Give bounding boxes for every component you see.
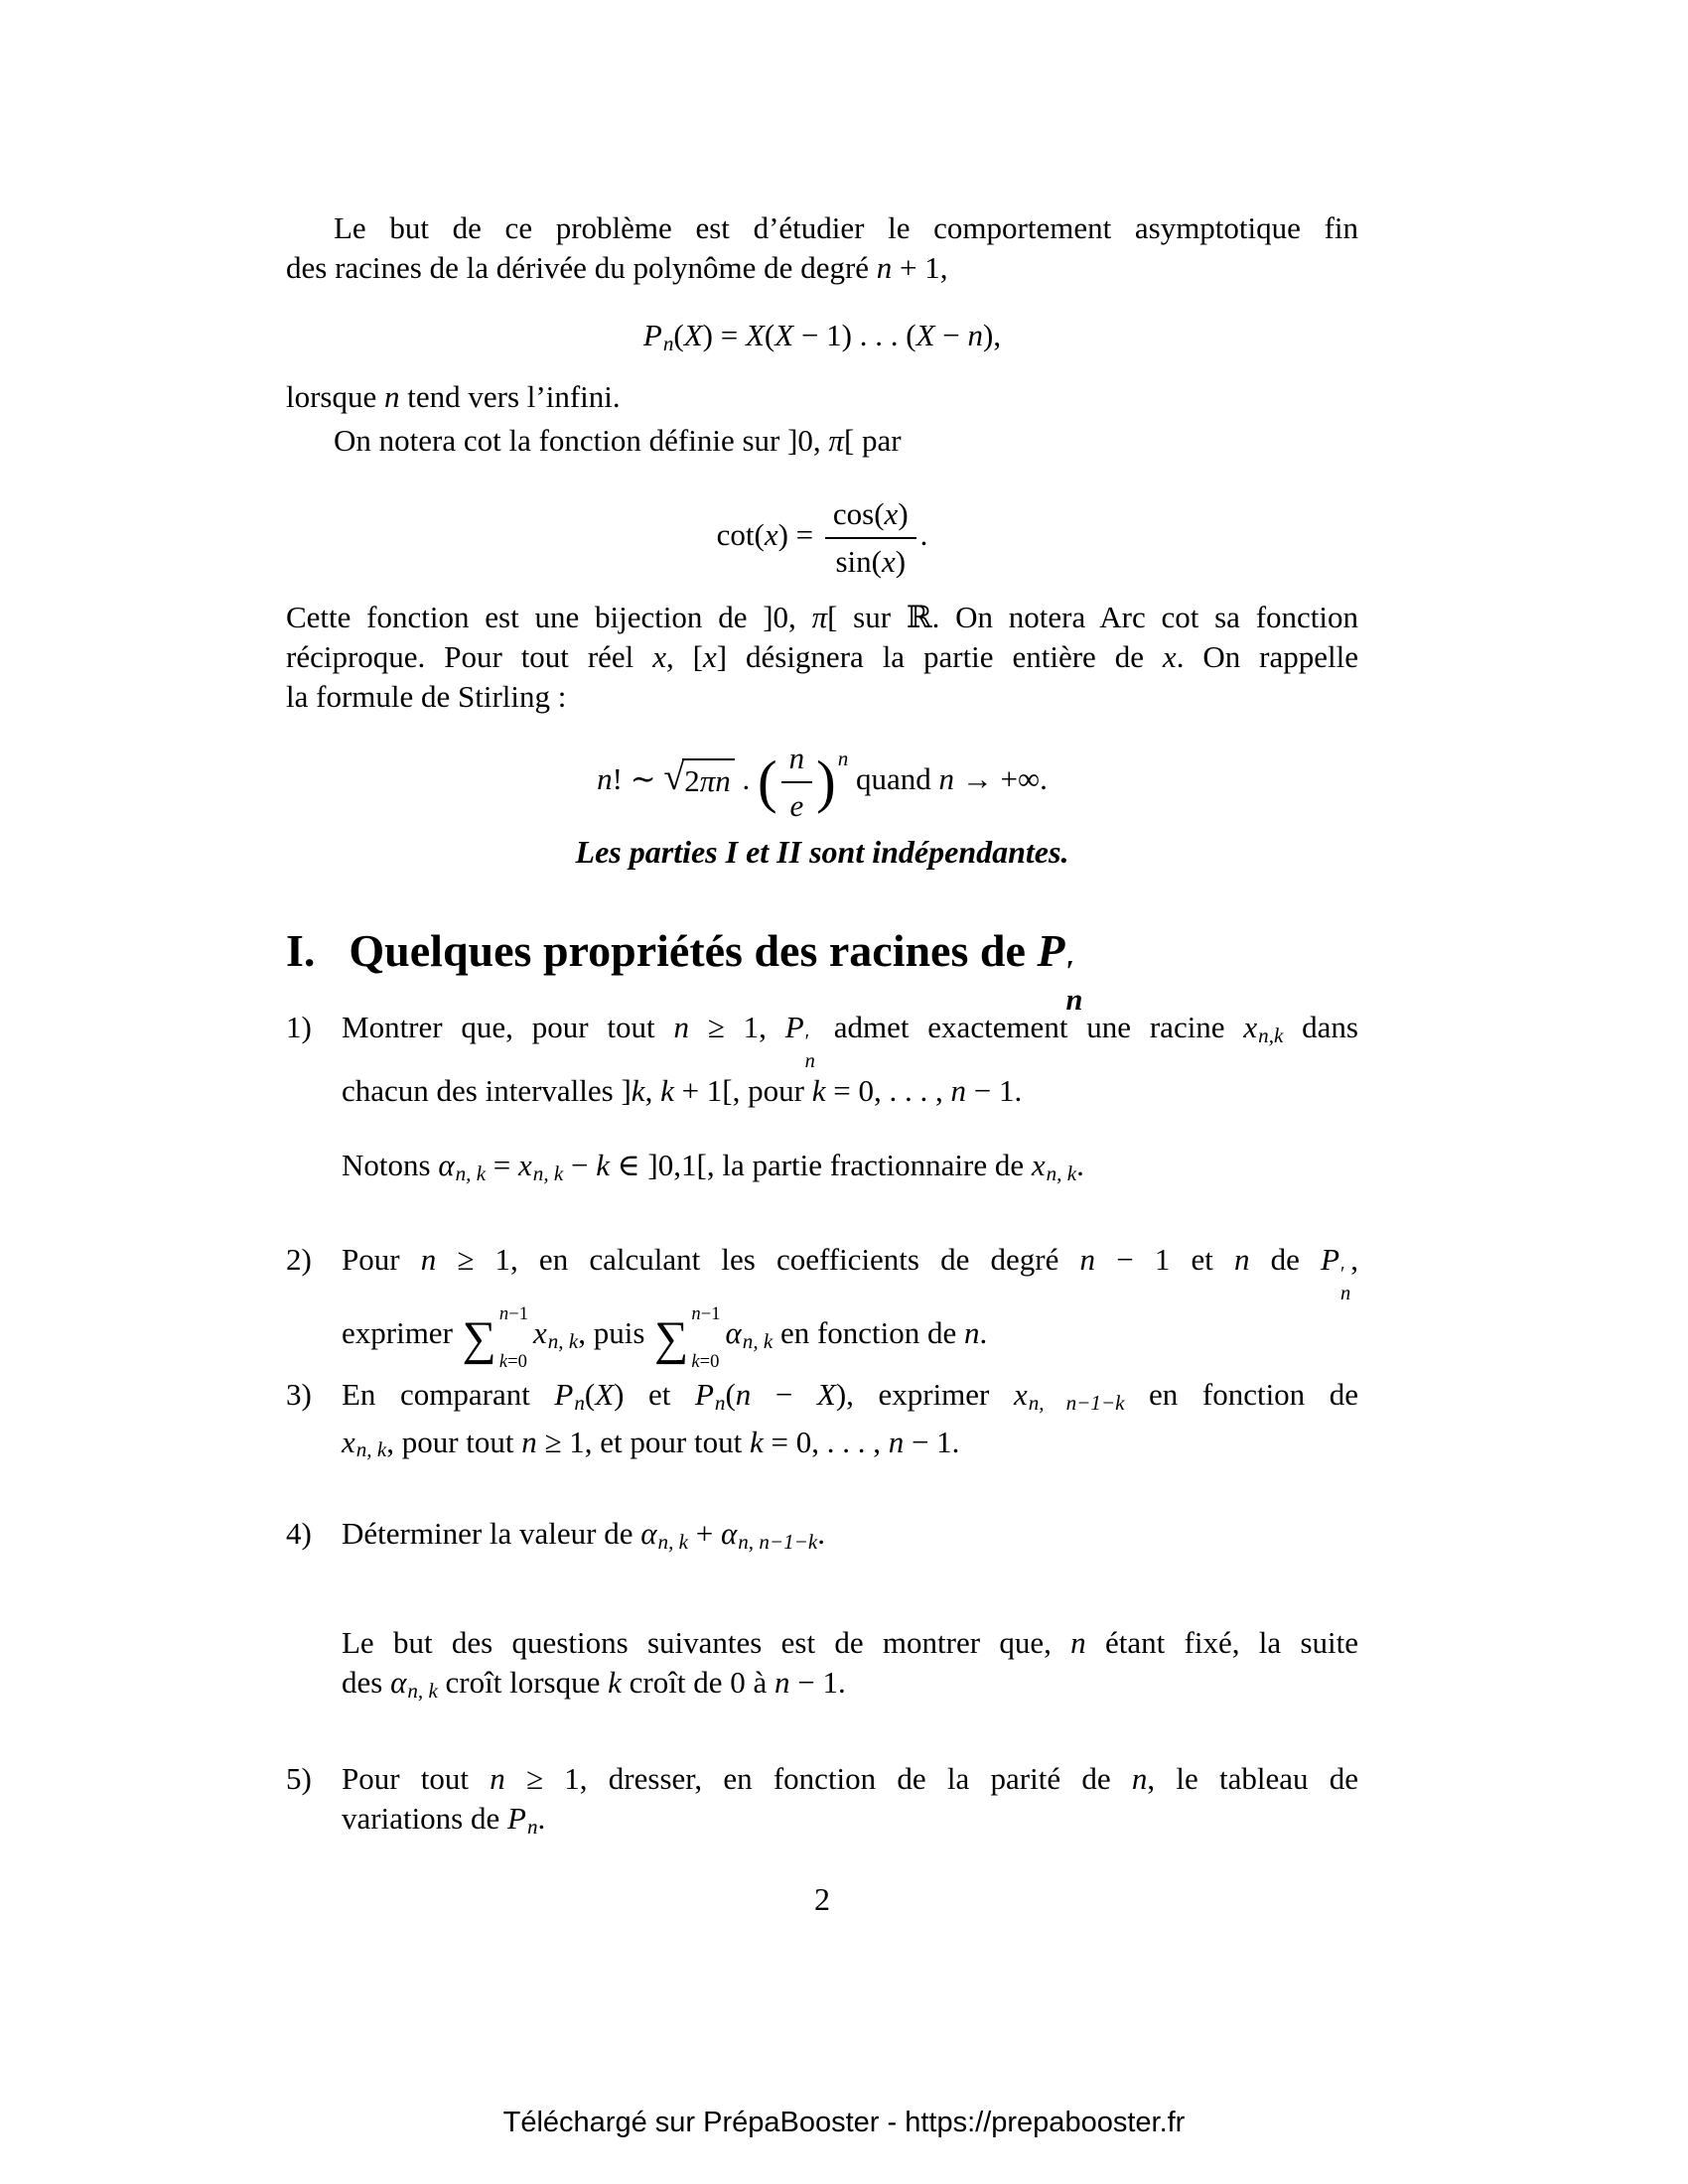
tok-tkn: ( bbox=[673, 318, 684, 352]
tok-tkn: =0 bbox=[507, 1351, 527, 1373]
tok-tkn: ∈ ]0,1[, la partie fractionnaire de bbox=[609, 1148, 1032, 1182]
tok-tki: x bbox=[884, 496, 899, 531]
tok-tsub: n bbox=[662, 331, 674, 355]
tok-tki: x bbox=[518, 1148, 532, 1182]
tok-tkn: ] désignera la partie entière de bbox=[716, 639, 1163, 674]
tok-tki: n bbox=[715, 763, 731, 799]
tok-tki: x bbox=[1162, 639, 1177, 674]
tok-stks: ′ bbox=[1065, 954, 1075, 989]
text-line bbox=[342, 1071, 1358, 1111]
tok-tsub: n, k bbox=[407, 1678, 438, 1703]
tok-tki: α bbox=[438, 1148, 455, 1182]
tok-tki: k bbox=[596, 1148, 610, 1182]
tok-tki: π bbox=[811, 600, 828, 634]
intro-paragraph-1 bbox=[286, 208, 1358, 288]
tok-tki: n bbox=[788, 741, 805, 776]
tok-tkn: quand bbox=[848, 761, 939, 797]
tok-stks: ′ bbox=[1340, 1263, 1345, 1286]
tok-tkn: −1 bbox=[700, 1303, 721, 1325]
tok-tkn: croît de 0 à bbox=[621, 1665, 774, 1700]
tok-stkb: n bbox=[1340, 1282, 1351, 1304]
tok-tkn: , bbox=[1350, 1242, 1358, 1277]
tok-tki: x bbox=[702, 639, 717, 674]
tok-tsub: n,k bbox=[1258, 1023, 1284, 1047]
tok-tki: P bbox=[642, 318, 662, 352]
tok-tkn: , pour tout bbox=[386, 1424, 522, 1459]
tok-tki: n bbox=[498, 1303, 509, 1325]
tok-tki: X bbox=[595, 1377, 615, 1412]
tok-tki: n bbox=[967, 318, 983, 352]
intro-paragraph-4 bbox=[286, 598, 1358, 717]
tok-tkn: Pour bbox=[342, 1242, 421, 1277]
tok-tkn: , bbox=[644, 1073, 661, 1109]
tok-tkn: Notons bbox=[342, 1148, 439, 1182]
tok-tki: k bbox=[608, 1665, 622, 1700]
text-line bbox=[342, 1799, 1358, 1846]
tok-tki: X bbox=[745, 318, 765, 352]
formula-stirling bbox=[286, 739, 1358, 826]
tok-lm bbox=[691, 1303, 720, 1374]
tok-stk bbox=[1065, 954, 1083, 1017]
text-line bbox=[286, 637, 1358, 677]
tok-sg: ∑ bbox=[654, 1311, 689, 1365]
tok-tki: α bbox=[640, 1516, 657, 1551]
tok-frac bbox=[825, 494, 916, 581]
parts-independence-note bbox=[286, 832, 1358, 872]
intro-paragraph-3 bbox=[286, 421, 1358, 461]
tok-tkn: variations de bbox=[342, 1801, 508, 1836]
tok-tkn: ≥ 1, bbox=[688, 1010, 785, 1044]
text-line bbox=[342, 1423, 1358, 1470]
tok-lm bbox=[499, 1303, 528, 1374]
tok-tkn: − 1. bbox=[789, 1665, 846, 1700]
tok-tsub: n, k bbox=[657, 1529, 688, 1554]
tok-tkn: + bbox=[687, 1516, 721, 1551]
tok-tkn: réciproque. Pour tout réel bbox=[286, 639, 653, 674]
tok-tsub: n, k bbox=[455, 1160, 487, 1185]
tok-tkn: = 0, . . . , bbox=[825, 1073, 951, 1109]
text-line bbox=[342, 1759, 1358, 1799]
tok-tkn: − bbox=[751, 1377, 817, 1412]
tok-tkn: ( bbox=[764, 318, 775, 352]
tok-tkn: , puis bbox=[578, 1315, 653, 1351]
tok-tki: X bbox=[915, 318, 935, 352]
tok-tki: X bbox=[816, 1377, 836, 1412]
tok-tkn: ) bbox=[895, 543, 907, 579]
tok-tkn: ( bbox=[725, 1377, 736, 1412]
tok-tki: e bbox=[789, 788, 804, 824]
text-line bbox=[342, 1303, 1358, 1374]
text-line bbox=[342, 1514, 1358, 1562]
tok-tki: x bbox=[652, 639, 666, 674]
tok-sqrt bbox=[663, 758, 734, 801]
tok-den bbox=[825, 539, 916, 582]
tok-tsub: n, k bbox=[532, 1160, 564, 1185]
section-number: I. bbox=[286, 925, 316, 976]
text-line bbox=[286, 208, 1358, 248]
tok-frac bbox=[781, 739, 813, 825]
tok-stkb: n bbox=[1065, 983, 1083, 1017]
tok-tki: n bbox=[938, 761, 955, 797]
tok-tki: P bbox=[554, 1377, 574, 1412]
tok-tkn: . bbox=[537, 1801, 546, 1836]
tok-lb bbox=[691, 1353, 720, 1372]
tok-tkn: de bbox=[1249, 1242, 1322, 1277]
question-2 bbox=[286, 1240, 1358, 1374]
tok-tki: n bbox=[950, 1073, 966, 1109]
tok-tki: X bbox=[683, 318, 703, 352]
tok-rad: √ bbox=[663, 756, 685, 799]
tok-tki: n bbox=[384, 379, 400, 414]
tok-tki: n bbox=[521, 1424, 537, 1459]
tok-tki: x bbox=[342, 1424, 355, 1459]
tok-lb bbox=[499, 1353, 528, 1372]
page-number: 2 bbox=[814, 1881, 830, 1917]
tok-tkn: + 1[, pour bbox=[673, 1073, 812, 1109]
tok-tkn: Le but de ce problème est d’étudier le comportement asymptotique fin bbox=[334, 210, 1358, 245]
tok-tkn: admet exactement une racine bbox=[814, 1010, 1244, 1044]
tok-lt bbox=[499, 1305, 528, 1324]
tok-tkn: [ par bbox=[843, 423, 902, 458]
tok-tki: k bbox=[498, 1351, 508, 1373]
tok-tkn: − 1. bbox=[904, 1424, 960, 1459]
section-title bbox=[349, 925, 1083, 1017]
tok-tki: x bbox=[1013, 1377, 1028, 1412]
text-line bbox=[286, 377, 1358, 417]
tok-tkn: = 0, . . . , bbox=[763, 1424, 889, 1459]
tok-tki: n bbox=[1070, 1625, 1086, 1660]
tok-lt bbox=[691, 1305, 720, 1324]
tok-tkn: 2 bbox=[684, 763, 700, 799]
tok-tki: P bbox=[1321, 1242, 1340, 1277]
tok-stk bbox=[1340, 1265, 1350, 1303]
tok-tkn: . bbox=[734, 761, 758, 797]
tok-tki: P bbox=[507, 1801, 526, 1836]
tok-sum bbox=[463, 1303, 528, 1374]
tok-sum bbox=[654, 1303, 720, 1374]
tok-tkn: ≥ 1, en calculant les coefficients de degré bbox=[436, 1242, 1080, 1277]
tok-sg: ∑ bbox=[462, 1311, 496, 1365]
tok-tkn: , [ bbox=[665, 639, 703, 674]
tok-tki: k bbox=[749, 1424, 764, 1459]
tok-tki: n bbox=[774, 1665, 790, 1700]
tok-tkn: . bbox=[817, 1516, 825, 1551]
tok-tkn: ( bbox=[584, 1377, 596, 1412]
tok-tkn: des bbox=[342, 1665, 391, 1700]
tok-tkn: croît lorsque bbox=[437, 1665, 609, 1700]
tok-tki: n bbox=[597, 761, 613, 797]
tok-tkn: en fonction de bbox=[1124, 1377, 1359, 1412]
tok-tki: P bbox=[1037, 925, 1065, 976]
question-5 bbox=[286, 1759, 1358, 1846]
tok-tkn: lorsque bbox=[286, 379, 385, 414]
tok-tkn: . On rappelle bbox=[1176, 639, 1358, 674]
tok-tki: n bbox=[691, 1303, 701, 1325]
formula-cotangent bbox=[286, 494, 1358, 581]
text-line bbox=[286, 248, 1358, 288]
tok-stks: ′ bbox=[804, 1030, 810, 1053]
tok-tkn: des racines de la dérivée du polynôme de degré bbox=[286, 250, 877, 285]
tok-tkn: → +∞. bbox=[954, 761, 1048, 797]
footer-watermark: Téléchargé sur PrépaBooster - https://prepabooster.fr bbox=[502, 2107, 1186, 2138]
tok-stkb: n bbox=[804, 1049, 815, 1072]
tok-tkn: . bbox=[1076, 1148, 1084, 1182]
text-line bbox=[342, 1146, 1358, 1193]
tok-tkn: = bbox=[486, 1148, 519, 1182]
text-line bbox=[342, 1623, 1358, 1663]
tok-tkn: − bbox=[934, 318, 968, 352]
tok-tkn: Pour tout bbox=[342, 1761, 491, 1796]
note-goal bbox=[286, 1623, 1358, 1710]
text-line bbox=[286, 421, 1358, 461]
tok-tkn: Le but des questions suivantes est de montrer que, bbox=[342, 1625, 1071, 1660]
tok-tki: π bbox=[828, 423, 844, 458]
tok-tsub: n, k bbox=[355, 1437, 387, 1462]
tok-tsub: n, n−1−k bbox=[1028, 1390, 1125, 1415]
tok-tkn: ), exprimer bbox=[835, 1377, 1014, 1412]
tok-tkn: −1 bbox=[508, 1303, 528, 1325]
tok-tkn: ) = bbox=[702, 318, 746, 352]
tok-tki: n bbox=[673, 1010, 689, 1044]
text-line bbox=[286, 598, 1358, 637]
question-number: 3) bbox=[286, 1377, 312, 1412]
tok-tkn: [ sur ℝ. On notera Arc cot sa fonction bbox=[827, 600, 1359, 634]
tok-stk bbox=[805, 1032, 815, 1071]
tok-tkn: . bbox=[979, 1315, 988, 1351]
question-1 bbox=[286, 1008, 1358, 1111]
tok-tkn: la formule de Stirling : bbox=[286, 679, 567, 714]
text-line bbox=[342, 1240, 1358, 1303]
section-heading bbox=[286, 923, 1378, 1015]
tok-tbig: ( bbox=[757, 750, 777, 815]
tok-tsub: n bbox=[714, 1390, 726, 1415]
tok-tkn: chacun des intervalles ] bbox=[342, 1073, 632, 1109]
tok-tki: n bbox=[420, 1242, 437, 1277]
tok-tki: n bbox=[1079, 1242, 1096, 1277]
tok-tkn: ), bbox=[983, 318, 1002, 352]
tok-tki: x bbox=[1243, 1010, 1258, 1044]
tok-tkn: Montrer que, pour tout bbox=[342, 1010, 674, 1044]
tok-tkn: ≥ 1, dresser, en fonction de la parité de bbox=[504, 1761, 1132, 1796]
tok-tki: P bbox=[694, 1377, 714, 1412]
tok-tki: π bbox=[699, 763, 716, 799]
tok-tki: x bbox=[764, 516, 778, 552]
question-number: 4) bbox=[286, 1516, 312, 1551]
tok-tsub: n, n−1−k bbox=[738, 1529, 818, 1554]
tok-tsub: n, k bbox=[547, 1328, 579, 1353]
tok-tkb: Les parties I et II sont indépendantes. bbox=[575, 834, 1069, 870]
tok-tkn: − bbox=[563, 1148, 597, 1182]
text-line bbox=[342, 1008, 1358, 1071]
formula-polynomial-pn bbox=[286, 316, 1358, 363]
tok-tki: n bbox=[964, 1315, 980, 1351]
tok-tkn: . bbox=[919, 516, 928, 552]
tok-tki: n bbox=[876, 250, 893, 285]
tok-tki: α bbox=[390, 1665, 407, 1700]
question-number: 5) bbox=[286, 1761, 312, 1796]
tok-arg bbox=[682, 758, 735, 801]
tok-tki: n bbox=[888, 1424, 905, 1459]
tok-supb: n bbox=[837, 747, 849, 770]
tok-tkn: cos( bbox=[832, 496, 885, 531]
tok-tki: n bbox=[1131, 1761, 1148, 1796]
tok-tkn: En comparant bbox=[342, 1377, 555, 1412]
tok-tkn: =0 bbox=[699, 1351, 720, 1373]
tok-tsub: n, k bbox=[1046, 1160, 1077, 1185]
tok-tki: k bbox=[691, 1351, 700, 1373]
tok-tki: X bbox=[774, 318, 794, 352]
tok-tki: α bbox=[725, 1315, 742, 1351]
text-line bbox=[286, 677, 1358, 717]
tok-num bbox=[781, 739, 813, 783]
tok-tsub: n, k bbox=[742, 1328, 774, 1353]
note-notons bbox=[286, 1146, 1358, 1193]
tok-tkn: Quelques propriétés des racines de bbox=[349, 925, 1038, 976]
tok-tkn: − 1 et bbox=[1095, 1242, 1235, 1277]
question-number: 2) bbox=[286, 1242, 312, 1277]
tok-tsub: n bbox=[574, 1390, 585, 1415]
tok-tkn: en fonction de bbox=[773, 1315, 965, 1351]
tok-tkn: cot( bbox=[716, 516, 765, 552]
tok-tkn: Cette fonction est une bijection de ]0, bbox=[286, 600, 812, 634]
tok-tki: n bbox=[490, 1761, 505, 1796]
tok-tki: x bbox=[533, 1315, 547, 1351]
question-number: 1) bbox=[286, 1010, 312, 1044]
tok-tkn: ≥ 1, et pour tout bbox=[536, 1424, 750, 1459]
question-3 bbox=[286, 1375, 1358, 1469]
tok-tkn: ) et bbox=[614, 1377, 695, 1412]
tok-tkn: ! ∼ bbox=[612, 761, 664, 797]
tok-num bbox=[825, 494, 916, 539]
tok-tkn: ) = bbox=[777, 516, 821, 552]
tok-tki: k bbox=[660, 1073, 674, 1109]
tok-tbig: ) bbox=[816, 750, 836, 815]
tok-tkn: On notera cot la fonction définie sur ]0, bbox=[334, 423, 829, 458]
tok-tki: x bbox=[1031, 1148, 1046, 1182]
tok-tkn: − 1. bbox=[965, 1073, 1023, 1109]
tok-tki: P bbox=[784, 1010, 804, 1044]
tok-tkn: tend vers l’infini. bbox=[399, 379, 621, 414]
text-line bbox=[342, 1375, 1358, 1423]
tok-tkn: Déterminer la valeur de bbox=[342, 1516, 641, 1551]
tok-tki: n bbox=[1234, 1242, 1250, 1277]
tok-tkn: , le tableau de bbox=[1147, 1761, 1359, 1796]
tok-tki: α bbox=[720, 1516, 738, 1551]
tok-tki: n bbox=[735, 1377, 752, 1412]
tok-tki: x bbox=[881, 543, 896, 579]
tok-tkn: − 1) . . . ( bbox=[793, 318, 916, 352]
tok-tkn: étant fixé, la suite bbox=[1085, 1625, 1358, 1660]
tok-den bbox=[781, 783, 813, 826]
tok-tkn: dans bbox=[1283, 1010, 1358, 1044]
tok-tsub: n bbox=[526, 1814, 538, 1839]
tok-tkn: + 1, bbox=[892, 250, 948, 285]
tok-tkn: exprimer bbox=[342, 1315, 461, 1351]
tok-tki: k bbox=[631, 1073, 645, 1109]
tok-tkn: ) bbox=[898, 496, 909, 531]
tok-tkn: sin( bbox=[835, 543, 882, 579]
text-line bbox=[342, 1663, 1358, 1710]
intro-paragraph-2 bbox=[286, 377, 1358, 417]
question-4 bbox=[286, 1514, 1358, 1562]
tok-tki: k bbox=[811, 1073, 826, 1109]
